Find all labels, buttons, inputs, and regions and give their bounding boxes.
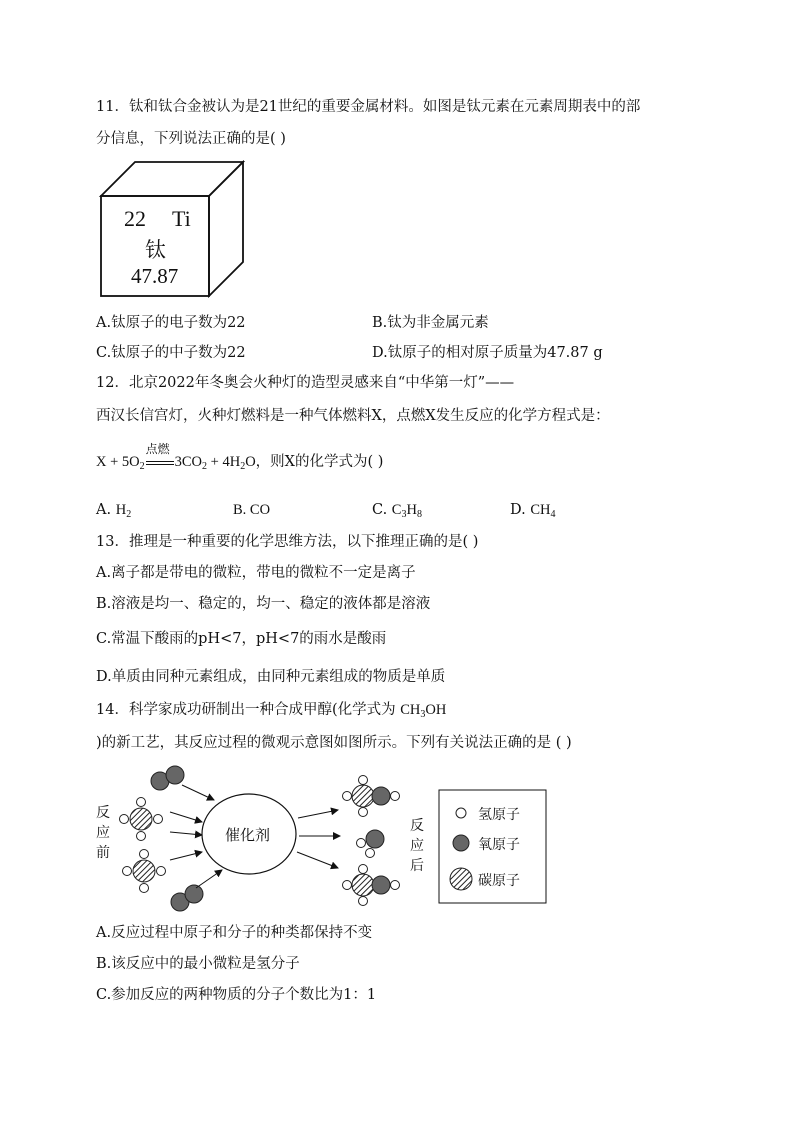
eq-right-b: + 4H (207, 454, 241, 470)
element-symbol: Ti (172, 206, 191, 231)
q14-stem-text: 14．科学家成功研制出一种合成甲醇(化学式为 (96, 702, 396, 718)
q14-option-c[interactable]: C.参加反应的两种物质的分子个数比为1：1 (96, 987, 377, 1003)
after-label-1: 反 (410, 818, 424, 834)
q12-option-c[interactable] (372, 500, 422, 520)
q12-option-a-formula: H (115, 502, 127, 518)
q12-option-c-formula-h: H (406, 502, 417, 518)
eq-left-sub: 2 (139, 461, 145, 472)
legend-carbon: 碳原子 (478, 873, 520, 889)
before-label-1: 反 (96, 805, 110, 821)
before-label-3: 前 (96, 845, 110, 861)
q12-stem-line1: 12．北京2022年冬奥会火种灯的造型灵感来自“中华第一灯”—— (96, 375, 515, 391)
q11-option-c[interactable]: C.钛原子的中子数为22 (96, 345, 246, 361)
legend-hydrogen: 氢原子 (478, 807, 520, 823)
q12-equation (96, 441, 384, 472)
element-atomic-mass: 47.87 (131, 264, 179, 288)
catalyst-label: 催化剂 (225, 826, 271, 844)
q12-option-a-sub: 2 (126, 509, 132, 520)
after-label-2: 应 (410, 838, 424, 854)
legend-oxygen: 氧原子 (478, 837, 520, 853)
eq-condition: 点燃 (145, 441, 170, 456)
q13-option-a[interactable]: A.离子都是带电的微粒，带电的微粒不一定是离子 (96, 565, 416, 581)
q13-option-b[interactable]: B.溶液是均一、稳定的，均一、稳定的液体都是溶液 (96, 596, 431, 612)
q12-option-d-sub: 4 (550, 509, 556, 520)
before-label-2: 应 (96, 825, 110, 841)
after-label-3: 后 (410, 858, 424, 874)
q12-option-a[interactable] (96, 500, 131, 520)
eq-right-a-sub: 2 (202, 461, 208, 472)
q12-option-d[interactable] (510, 500, 555, 520)
eq-tail: ，则X的化学式为( ) (255, 454, 384, 470)
element-cube-figure (98, 160, 248, 300)
eq-right-a: 3CO (174, 454, 203, 470)
q12-option-a-label: A. (96, 502, 112, 518)
q14-stem-line2: )的新工艺，其反应过程的微观示意图如图所示。下列有关说法正确的是 ( ) (96, 735, 572, 751)
reactant-molecule-1 (120, 798, 163, 841)
eq-right-b-sub: 2 (240, 461, 246, 472)
reactant-molecule-2 (123, 850, 166, 893)
q12-option-d-formula: CH (530, 502, 551, 518)
q11-option-a[interactable]: A.钛原子的电子数为22 (96, 315, 246, 331)
q12-option-d-label: D. (510, 502, 526, 518)
eq-right-c: O (245, 454, 256, 470)
q11-option-b[interactable]: B.钛为非金属元素 (372, 315, 489, 331)
q14-formula-ch: CH (400, 702, 421, 718)
q13-option-d[interactable]: D.单质由同种元素组成，由同种元素组成的物质是单质 (96, 669, 446, 685)
q11-stem-line2: 分信息，下列说法正确的是( ) (96, 131, 286, 147)
q11-option-d[interactable]: D.钛原子的相对原子质量为47.87 g (372, 345, 603, 361)
oxygen-molecule-bottom (171, 885, 203, 911)
product-molecule-1 (343, 776, 400, 817)
product-molecule-3 (343, 865, 400, 906)
q12-option-b[interactable]: B. CO (233, 502, 271, 518)
q14-formula-sub: 3 (420, 709, 426, 720)
element-name: 钛 (145, 238, 166, 262)
product-molecule-2 (357, 830, 385, 858)
q11-stem-line1: 11．钛和钛合金被认为是21世纪的重要金属材料。如图是钛元素在元素周期表中的部 (96, 99, 641, 115)
element-atomic-number: 22 (124, 206, 146, 231)
eq-left: X + 5O (96, 454, 140, 470)
q12-option-c-sub1: 3 (401, 509, 407, 520)
q12-stem-line2: 西汉长信宫灯，火种灯燃料是一种气体燃料X，点燃X发生反应的化学方程式是： (96, 408, 610, 424)
q12-option-c-sub2: 8 (416, 509, 422, 520)
oxygen-molecule-top (151, 766, 184, 790)
eq-condition-arrow (145, 441, 174, 471)
q12-option-c-label: C. (372, 502, 388, 518)
q14-stem-line1 (96, 700, 446, 720)
reaction-diagram (94, 760, 554, 915)
q14-option-a[interactable]: A.反应过程中原子和分子的种类都保持不变 (96, 925, 373, 941)
q14-formula-oh: OH (425, 702, 447, 718)
q13-stem: 13．推理是一种重要的化学思维方法，以下推理正确的是( ) (96, 534, 479, 550)
q12-option-c-formula-c: C (391, 502, 402, 518)
q13-option-c[interactable]: C.常温下酸雨的pH<7，pH<7的雨水是酸雨 (96, 631, 387, 647)
q14-option-b[interactable]: B.该反应中的最小微粒是氢分子 (96, 956, 300, 972)
